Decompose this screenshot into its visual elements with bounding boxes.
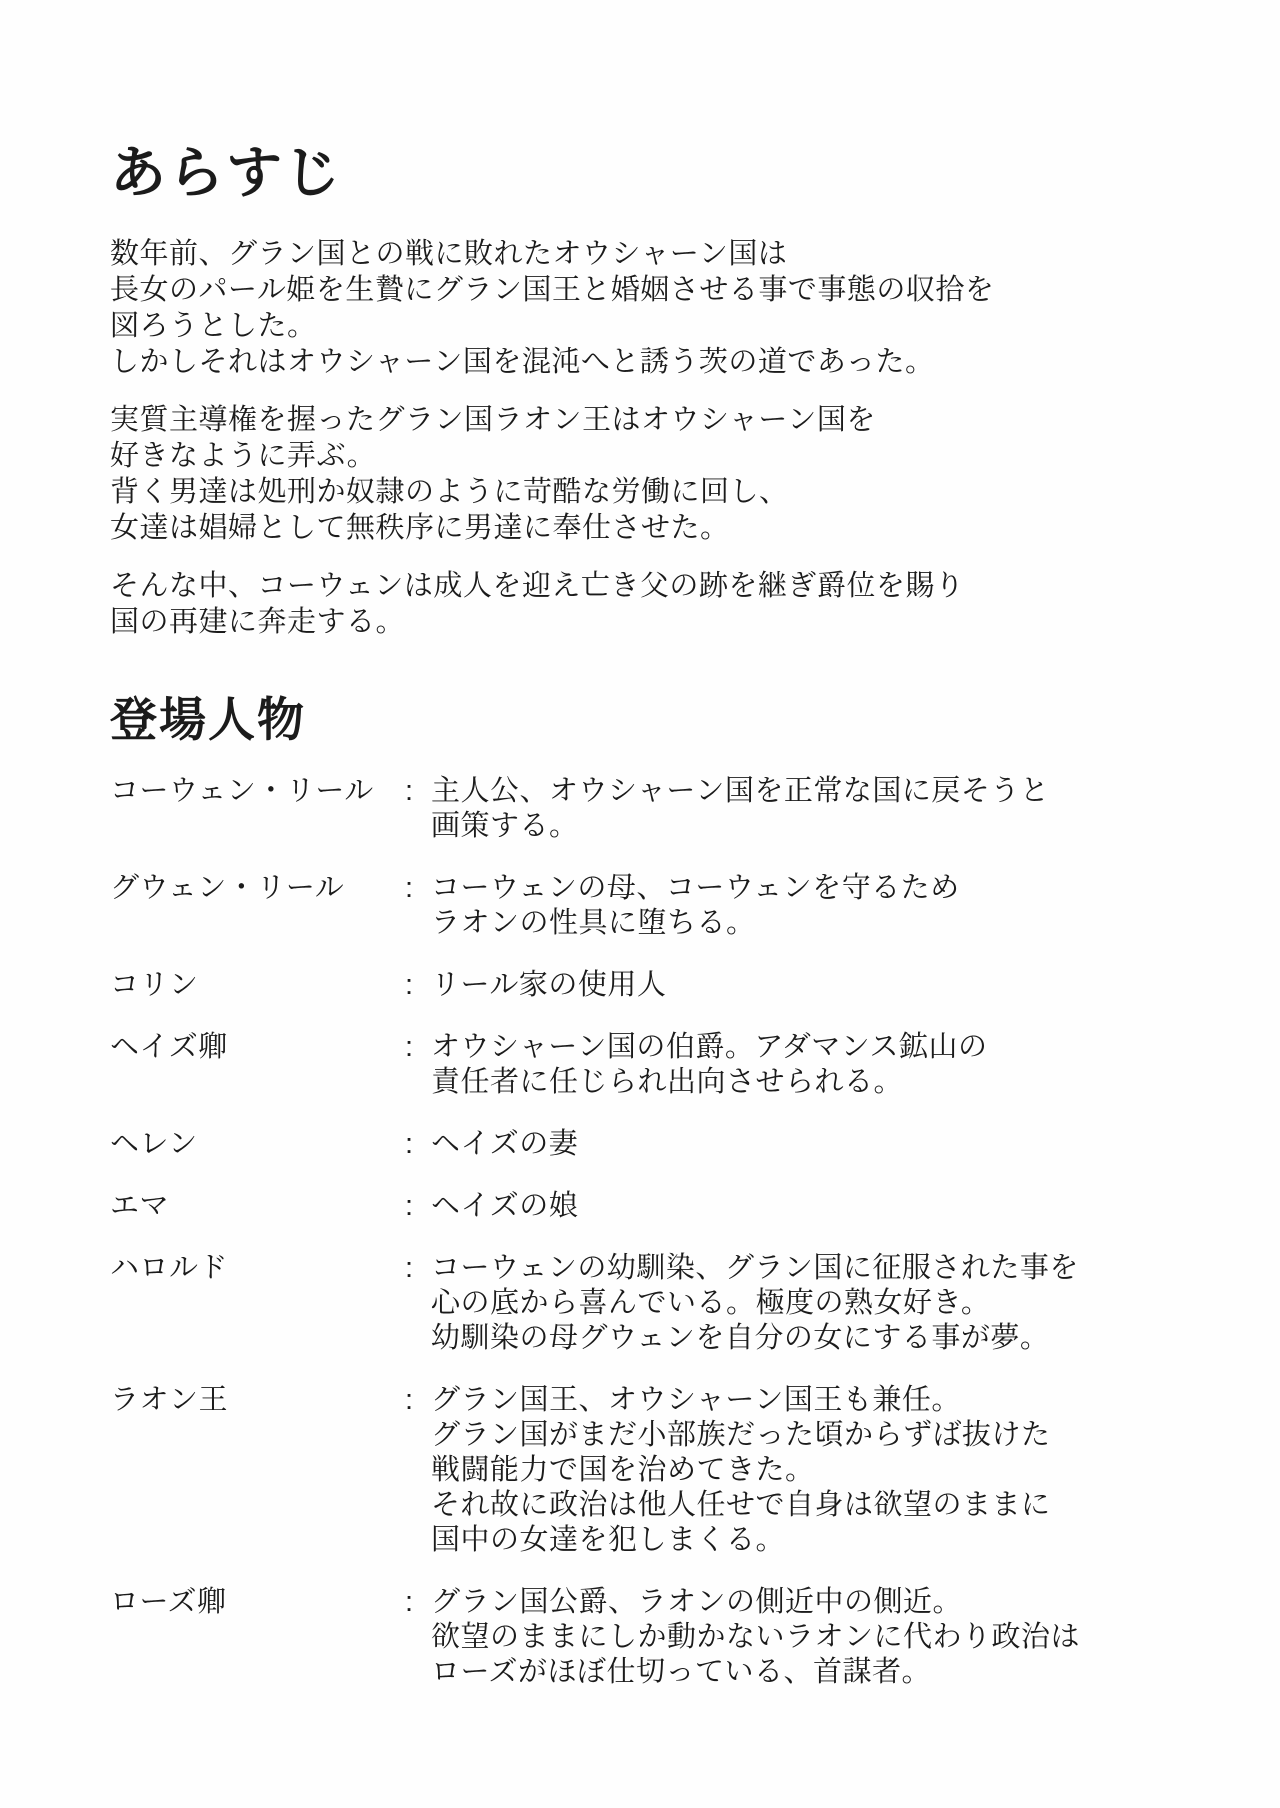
character-row	[110, 1383, 1190, 1558]
character-name: ヘレン	[110, 1128, 198, 1160]
synopsis-line: 長女のパール姫を生贄にグラン国王と婚姻させる事で事態の収拾を	[110, 274, 995, 306]
colon-separator: :	[405, 969, 414, 1001]
character-description-line: 主人公、オウシャーン国を正常な国に戻そうと	[431, 775, 1050, 807]
character-description-line: ヘイズの妻	[431, 1128, 579, 1160]
synopsis-paragraph	[110, 568, 1190, 640]
character-description-line: 画策する。	[431, 810, 579, 842]
character-name: エマ	[110, 1190, 170, 1222]
character-description-line: グラン国王、オウシャーン国王も兼任。	[431, 1384, 961, 1416]
character-description	[431, 774, 1190, 844]
colon-separator: :	[405, 1384, 414, 1416]
synopsis-line: 国の再建に奔走する。	[110, 606, 406, 638]
character-list	[110, 774, 1190, 1690]
character-description-line: ヘイズの娘	[431, 1190, 579, 1222]
character-description-line: オウシャーン国の伯爵。アダマンス鉱山の	[431, 1031, 988, 1063]
synopsis-line: そんな中、コーウェンは成人を迎え亡き父の跡を継ぎ爵位を賜り	[110, 570, 965, 602]
character-description-line: ローズがほぼ仕切っている、首謀者。	[431, 1656, 932, 1688]
synopsis-line: 実質主導権を握ったグラン国ラオン王はオウシャーン国を	[110, 404, 876, 436]
section-title-characters: 登場人物	[110, 693, 306, 746]
synopsis-line: 女達は娼婦として無秩序に男達に奉仕させた。	[110, 512, 730, 544]
character-description-line: 国中の女達を犯しまくる。	[431, 1524, 786, 1556]
synopsis-line: 図ろうとした。	[110, 310, 317, 342]
synopsis-paragraph	[110, 402, 1190, 546]
character-row	[110, 871, 1190, 941]
character-name: コーウェン・リール	[110, 775, 374, 807]
character-description-line: 幼馴染の母グウェンを自分の女にする事が夢。	[431, 1322, 1050, 1354]
character-description	[431, 1251, 1190, 1356]
character-description-line: 心の底から喜んでいる。極度の熟女好き。	[431, 1287, 991, 1319]
character-row	[110, 1189, 1190, 1224]
character-name: コリン	[110, 969, 199, 1001]
colon-separator: :	[405, 1190, 414, 1222]
character-name: ヘイズ卿	[110, 1031, 228, 1063]
character-description-line: ラオンの性具に堕ちる。	[431, 907, 756, 939]
character-description	[431, 871, 1190, 941]
character-row	[110, 968, 1190, 1003]
page-title: あらすじ	[110, 141, 342, 204]
character-description-line: グラン国公爵、ラオンの側近中の側近。	[431, 1586, 963, 1618]
colon-separator: :	[405, 1252, 414, 1284]
character-description	[431, 1127, 1190, 1162]
character-description-line: リール家の使用人	[431, 969, 667, 1001]
character-name: ローズ卿	[110, 1586, 227, 1618]
character-description	[431, 968, 1190, 1003]
character-row	[110, 1127, 1190, 1162]
synopsis-line: 好きなように弄ぶ。	[110, 440, 377, 472]
character-name: ラオン王	[110, 1384, 229, 1416]
character-name: ハロルド	[110, 1252, 229, 1284]
character-description	[431, 1585, 1190, 1690]
synopsis-line: 背く男達は処刑か奴隷のように苛酷な労働に回し、	[110, 476, 789, 508]
colon-separator: :	[405, 872, 414, 904]
character-description	[431, 1189, 1190, 1224]
character-description-line: 欲望のままにしか動かないラオンに代わり政治は	[431, 1621, 1081, 1653]
synopsis-line: しかしそれはオウシャーン国を混沌へと誘う茨の道であった。	[110, 346, 935, 378]
character-row	[110, 774, 1190, 844]
character-name: グウェン・リール	[110, 872, 345, 904]
character-description-line: 戦闘能力で国を治めてきた。	[431, 1454, 815, 1486]
character-description	[431, 1030, 1190, 1100]
synopsis-line: 数年前、グラン国との戦に敗れたオウシャーン国は	[110, 238, 788, 270]
colon-separator: :	[405, 1031, 414, 1063]
colon-separator: :	[405, 1586, 414, 1618]
colon-separator: :	[405, 1128, 414, 1160]
character-description-line: それ故に政治は他人任せで自身は欲望のままに	[431, 1489, 1051, 1521]
character-description-line: 責任者に任じられ出向させられる。	[431, 1066, 904, 1098]
character-description-line: コーウェンの母、コーウェンを守るため	[431, 872, 960, 904]
character-row	[110, 1030, 1190, 1100]
synopsis-paragraph	[110, 236, 1190, 380]
character-row	[110, 1251, 1190, 1356]
colon-separator: :	[405, 775, 414, 807]
character-description-line: グラン国がまだ小部族だった頃からずば抜けた	[431, 1419, 1051, 1451]
character-row	[110, 1585, 1190, 1690]
character-description-line: コーウェンの幼馴染、グラン国に征服された事を	[431, 1252, 1079, 1284]
character-description	[431, 1383, 1190, 1558]
